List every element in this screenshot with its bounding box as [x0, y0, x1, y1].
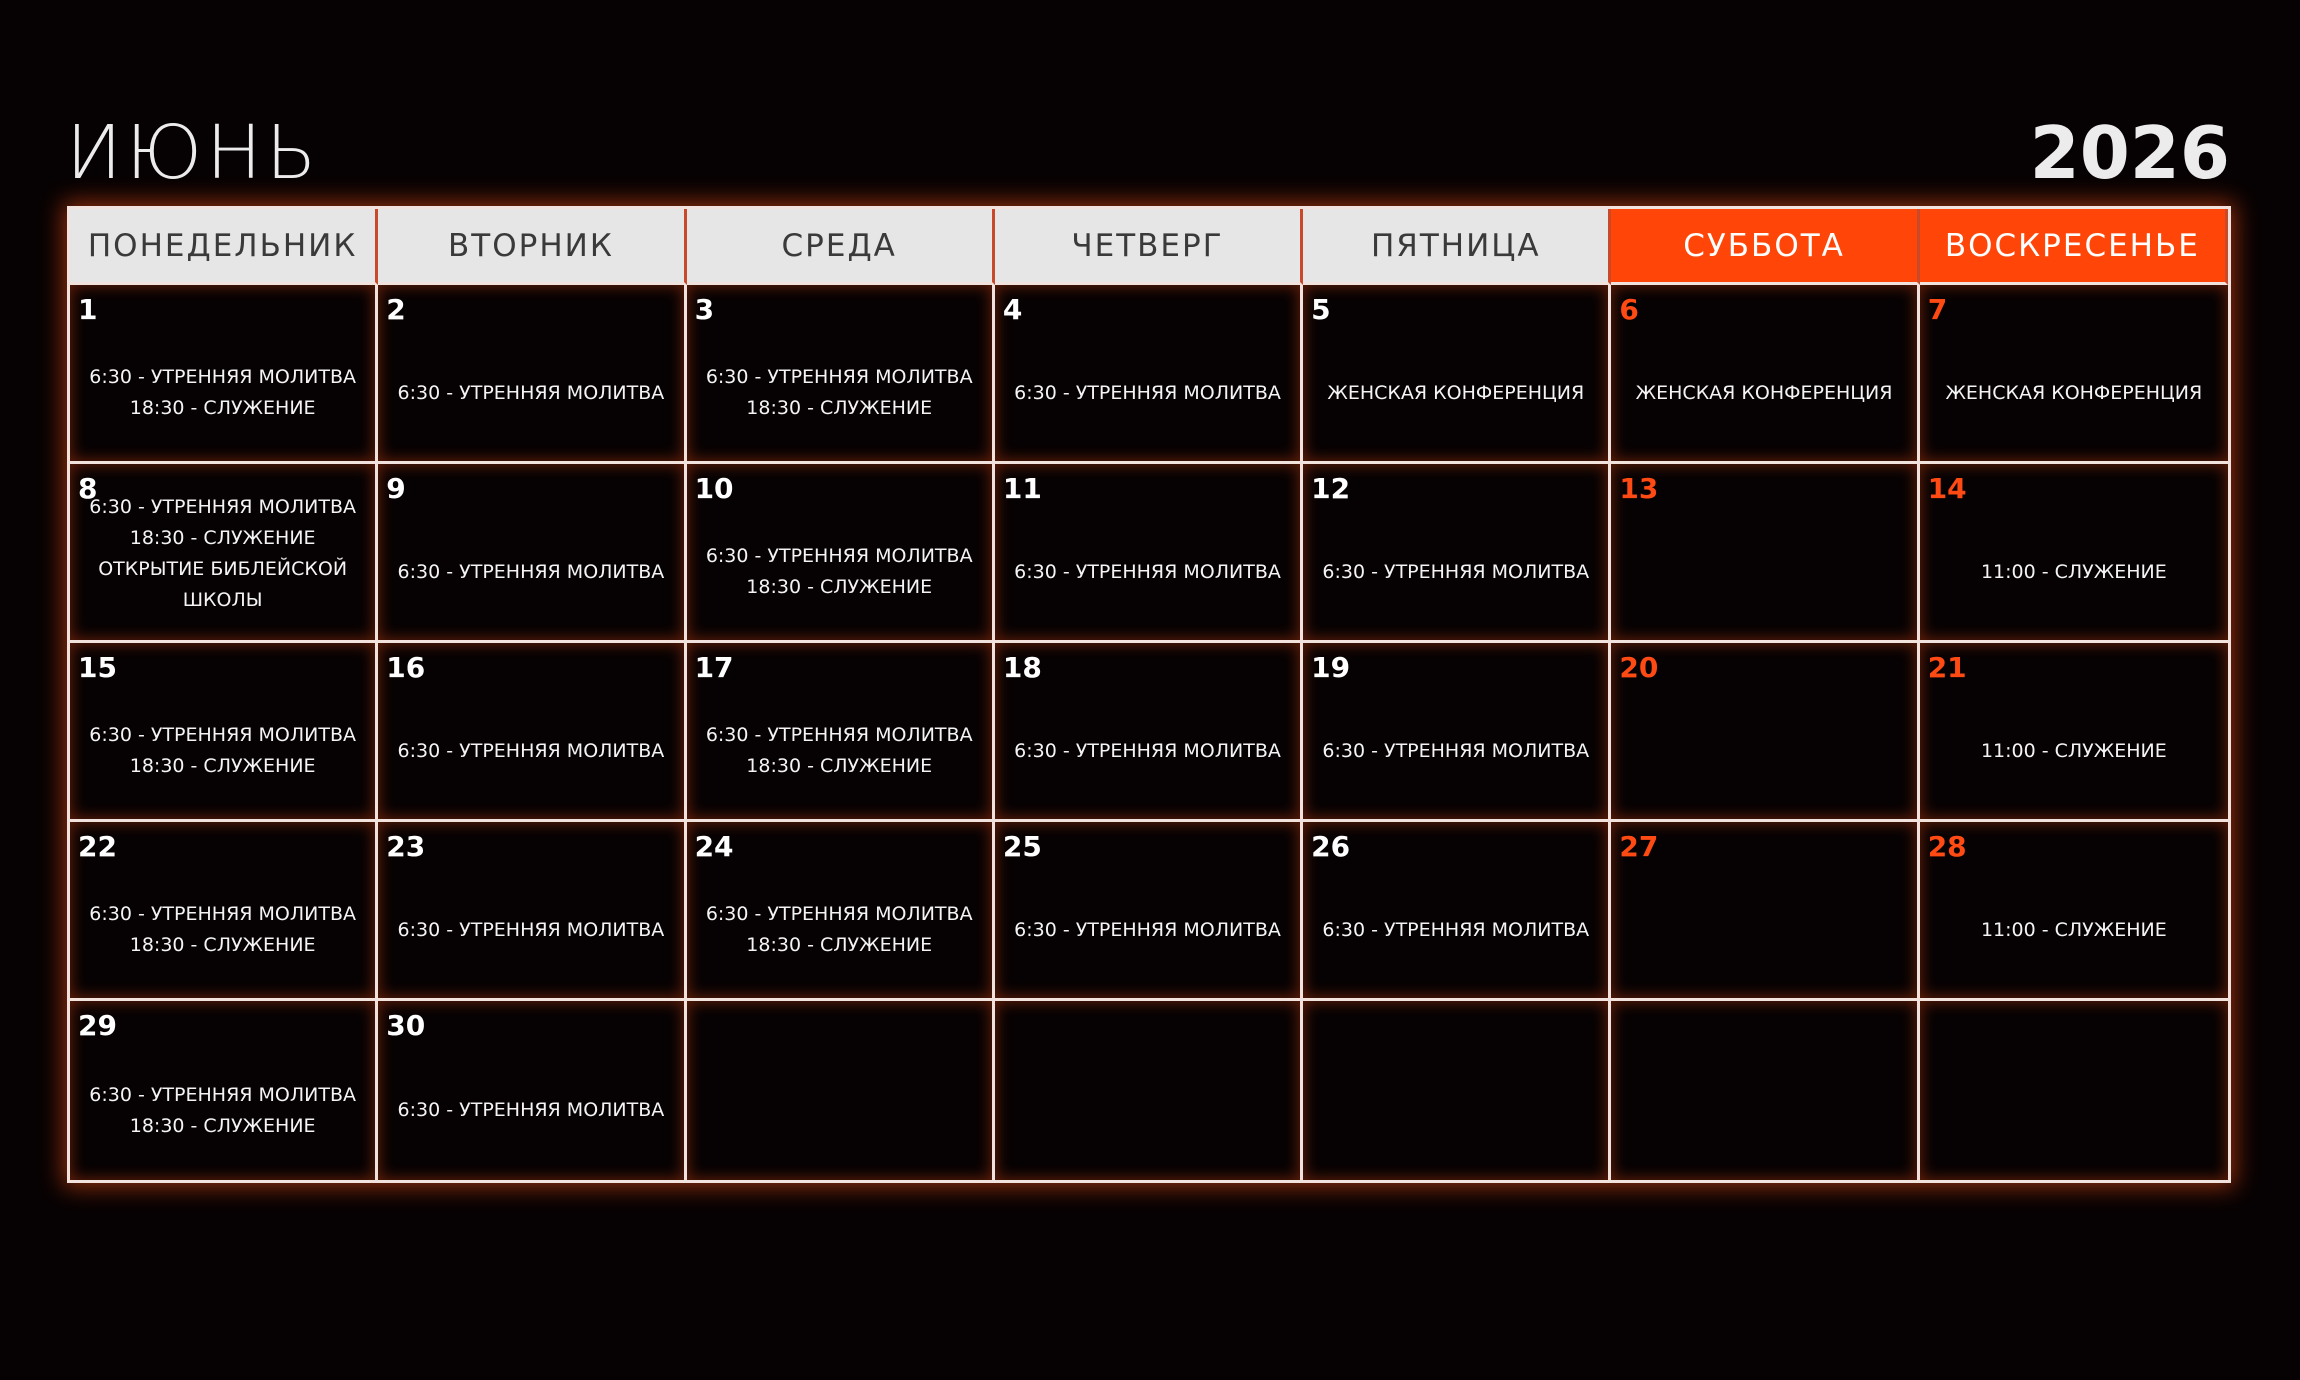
- day-cell: [378, 285, 686, 464]
- event-list: [1001, 689, 1294, 813]
- day-number: 24: [694, 830, 734, 863]
- event-list: [1926, 689, 2222, 813]
- event-item: 18:30 - СЛУЖЕНИЕ: [129, 397, 316, 419]
- event-list: [1617, 331, 1910, 455]
- event-item: 6:30 - УТРЕННЯЯ МОЛИТВА: [397, 739, 665, 762]
- day-cell: [1920, 285, 2228, 464]
- day-cell: [70, 643, 378, 822]
- event-item: 6:30 - УТРЕННЯЯ МОЛИТВА: [705, 903, 973, 925]
- day-cell: [1303, 822, 1611, 1001]
- calendar-grid: [67, 206, 2231, 1183]
- event-item: 18:30 - СЛУЖЕНИЕ: [746, 397, 933, 419]
- day-cell: [378, 822, 686, 1001]
- event-list: [693, 331, 986, 455]
- day-cell: [687, 643, 995, 822]
- event-item: 6:30 - УТРЕННЯЯ МОЛИТВА: [397, 918, 665, 941]
- event-list: [693, 510, 986, 634]
- event-item: ЖЕНСКАЯ КОНФЕРЕНЦИЯ: [1327, 381, 1585, 404]
- day-number: 6: [1619, 293, 1639, 326]
- day-number: 10: [694, 472, 734, 505]
- event-list: [384, 868, 677, 992]
- event-item: 6:30 - УТРЕННЯЯ МОЛИТВА: [397, 560, 665, 583]
- event-item: 18:30 - СЛУЖЕНИЕ: [129, 934, 316, 956]
- day-number: 30: [386, 1009, 426, 1042]
- event-list: [76, 492, 369, 634]
- empty-day-cell: [1920, 1001, 2228, 1180]
- day-number: 14: [1927, 472, 1967, 505]
- event-item: 6:30 - УТРЕННЯЯ МОЛИТВА: [89, 1083, 357, 1106]
- event-list: [1001, 868, 1294, 992]
- weekday-header: ПОНЕДЕЛЬНИК: [70, 209, 378, 285]
- day-cell: [378, 643, 686, 822]
- empty-day-cell: [1611, 1001, 1919, 1180]
- event-item: ШКОЛЫ: [182, 589, 263, 611]
- event-list: [1309, 510, 1602, 634]
- event-item: 18:30 - СЛУЖЕНИЕ: [129, 755, 316, 777]
- day-cell: [687, 285, 995, 464]
- event-item: 6:30 - УТРЕННЯЯ МОЛИТВА: [1322, 918, 1590, 941]
- event-item: 6:30 - УТРЕННЯЯ МОЛИТВА: [89, 496, 357, 518]
- event-item: 6:30 - УТРЕННЯЯ МОЛИТВА: [1322, 560, 1590, 583]
- event-item: ЖЕНСКАЯ КОНФЕРЕНЦИЯ: [1945, 381, 2203, 404]
- event-list: [76, 868, 369, 992]
- day-cell: [1920, 643, 2228, 822]
- event-list: [384, 331, 677, 455]
- month-title: ИЮНЬ: [66, 110, 321, 196]
- day-cell: [995, 822, 1303, 1001]
- event-item: 6:30 - УТРЕННЯЯ МОЛИТВА: [89, 903, 357, 925]
- event-list: [76, 689, 369, 813]
- day-cell: [378, 464, 686, 643]
- event-item: 18:30 - СЛУЖЕНИЕ: [746, 576, 933, 598]
- day-cell: [1611, 464, 1919, 643]
- event-item: 6:30 - УТРЕННЯЯ МОЛИТВА: [89, 366, 357, 388]
- event-item: 6:30 - УТРЕННЯЯ МОЛИТВА: [397, 381, 665, 404]
- event-item: 6:30 - УТРЕННЯЯ МОЛИТВА: [1014, 918, 1281, 941]
- day-number: 8: [78, 472, 98, 505]
- day-number: 29: [78, 1009, 117, 1042]
- day-cell: [995, 464, 1303, 643]
- event-list: [384, 689, 677, 813]
- event-item: 6:30 - УТРЕННЯЯ МОЛИТВА: [1014, 739, 1281, 762]
- event-item: 11:00 - СЛУЖЕНИЕ: [1980, 739, 2167, 762]
- day-cell: [70, 1001, 378, 1180]
- event-item: 6:30 - УТРЕННЯЯ МОЛИТВА: [705, 724, 973, 746]
- event-item: 11:00 - СЛУЖЕНИЕ: [1980, 560, 2167, 583]
- day-number: 9: [386, 472, 406, 505]
- event-item: 11:00 - СЛУЖЕНИЕ: [1980, 918, 2167, 941]
- day-cell: [687, 822, 995, 1001]
- empty-day-cell: [995, 1001, 1303, 1180]
- day-cell: [1611, 643, 1919, 822]
- event-list: [384, 1047, 677, 1174]
- day-cell: [1303, 285, 1611, 464]
- weekday-header: ВОСКРЕСЕНЬЕ: [1920, 209, 2228, 285]
- event-list: [693, 689, 986, 813]
- event-item: 18:30 - СЛУЖЕНИЕ: [129, 1114, 316, 1137]
- empty-day-cell: [1303, 1001, 1611, 1180]
- day-number: 22: [78, 830, 117, 863]
- weekday-header: СРЕДА: [687, 209, 995, 285]
- event-item: 18:30 - СЛУЖЕНИЕ: [746, 934, 933, 956]
- event-item: 6:30 - УТРЕННЯЯ МОЛИТВА: [397, 1099, 665, 1121]
- day-number: 13: [1619, 472, 1659, 505]
- day-number: 1: [78, 293, 98, 326]
- day-number: 18: [1002, 651, 1042, 684]
- weekday-header: СУББОТА: [1611, 209, 1919, 285]
- weekday-header: ВТОРНИК: [378, 209, 686, 285]
- day-number: 19: [1311, 651, 1351, 684]
- event-list: [1001, 331, 1294, 455]
- day-number: 25: [1002, 830, 1042, 863]
- day-cell: [70, 285, 378, 464]
- weekday-header: ПЯТНИЦА: [1303, 209, 1611, 285]
- day-number: 15: [78, 651, 117, 684]
- day-number: 23: [386, 830, 426, 863]
- day-cell: [995, 285, 1303, 464]
- event-item: 6:30 - УТРЕННЯЯ МОЛИТВА: [1014, 560, 1281, 583]
- day-number: 2: [386, 293, 406, 326]
- day-number: 28: [1927, 830, 1967, 863]
- event-item: 6:30 - УТРЕННЯЯ МОЛИТВА: [1014, 381, 1281, 404]
- event-item: 6:30 - УТРЕННЯЯ МОЛИТВА: [705, 545, 973, 567]
- day-number: 17: [694, 651, 734, 684]
- weekday-header: ЧЕТВЕРГ: [995, 209, 1303, 285]
- day-number: 11: [1002, 472, 1042, 505]
- event-list: [1001, 510, 1294, 634]
- day-cell: [1611, 822, 1919, 1001]
- event-item: ЖЕНСКАЯ КОНФЕРЕНЦИЯ: [1635, 381, 1893, 404]
- event-item: 18:30 - СЛУЖЕНИЕ: [746, 755, 933, 777]
- day-number: 26: [1311, 830, 1351, 863]
- event-item: 6:30 - УТРЕННЯЯ МОЛИТВА: [705, 366, 973, 388]
- event-list: [76, 1047, 369, 1174]
- day-cell: [687, 464, 995, 643]
- day-number: 3: [694, 293, 715, 326]
- day-number: 7: [1927, 293, 1948, 326]
- day-cell: [1920, 464, 2228, 643]
- day-number: 20: [1619, 651, 1659, 684]
- day-cell: [995, 643, 1303, 822]
- event-item: ОТКРЫТИЕ БИБЛЕЙСКОЙ: [98, 558, 348, 580]
- day-cell: [378, 1001, 686, 1180]
- day-number: 4: [1002, 293, 1023, 326]
- day-cell: [1920, 822, 2228, 1001]
- empty-day-cell: [687, 1001, 995, 1180]
- event-list: [1926, 510, 2222, 634]
- event-item: 18:30 - СЛУЖЕНИЕ: [129, 527, 316, 549]
- day-cell: [1611, 285, 1919, 464]
- day-number: 16: [386, 651, 426, 684]
- event-list: [76, 331, 369, 455]
- day-number: 5: [1311, 293, 1331, 326]
- day-number: 27: [1619, 830, 1659, 863]
- event-list: [1926, 868, 2222, 992]
- day-cell: [1303, 464, 1611, 643]
- event-list: [1926, 331, 2222, 455]
- year-title: 2026: [2029, 111, 2230, 195]
- event-list: [1309, 868, 1602, 992]
- day-cell: [70, 464, 378, 643]
- day-cell: [70, 822, 378, 1001]
- day-number: 12: [1311, 472, 1351, 505]
- event-item: 6:30 - УТРЕННЯЯ МОЛИТВА: [1322, 739, 1590, 762]
- day-number: 21: [1927, 651, 1967, 684]
- event-list: [1309, 331, 1602, 455]
- event-item: 6:30 - УТРЕННЯЯ МОЛИТВА: [89, 724, 357, 746]
- event-list: [693, 868, 986, 992]
- event-list: [384, 510, 677, 634]
- day-cell: [1303, 643, 1611, 822]
- event-list: [1309, 689, 1602, 813]
